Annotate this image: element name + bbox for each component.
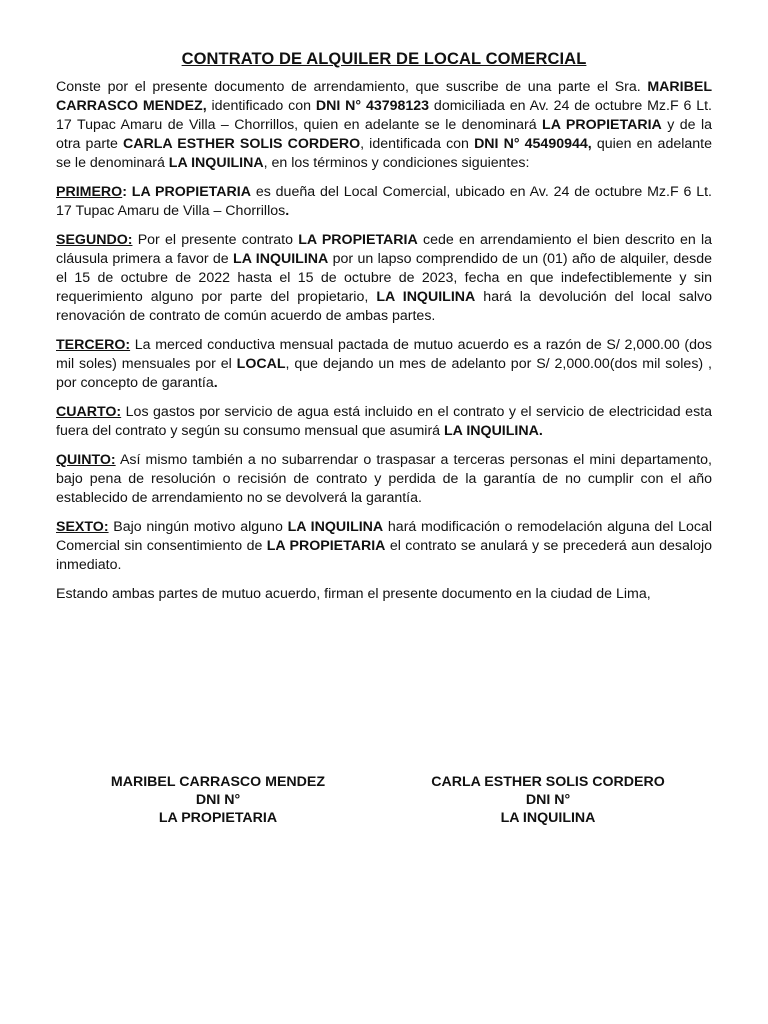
owner-role: LA PROPIETARIA <box>542 117 662 133</box>
clause-heading: PRIMERO <box>56 184 123 200</box>
clause-heading: QUINTO: <box>56 452 116 468</box>
signer-dni: DNI N° <box>525 792 571 808</box>
contract-document <box>56 50 712 614</box>
signer-role: LA PROPIETARIA <box>158 810 278 826</box>
clause-colon: : <box>122 184 127 200</box>
intro-text: Conste por el presente documento de arrendamiento, que suscribe de una parte el Sra. <box>56 79 648 95</box>
clause-heading: TERCERO: <box>56 337 131 353</box>
tenant-dni: DNI N° 45490944, <box>474 136 592 152</box>
clause-heading: SEGUNDO: <box>56 232 133 248</box>
signer-role: LA INQUILINA <box>500 810 596 826</box>
clause-text: es dueña del Local Comercial, ubicado en Av. 24 de octubre Mz.F 6 Lt. 17 Tupac Amaru de Villa – Chorrillos <box>56 184 712 219</box>
owner-dni: DNI N° 43798123 <box>315 98 430 114</box>
clause-text: Por el presente contrato <box>132 232 299 248</box>
owner-name: MARIBEL CARRASCO MENDEZ, <box>56 79 712 114</box>
signature-line: ____________________________________ <box>405 761 691 773</box>
clause-bold-text: . <box>213 375 218 391</box>
signer-dni: DNI N° <box>195 792 241 808</box>
tenant-name: CARLA ESTHER SOLIS CORDERO <box>123 136 361 152</box>
clause-cuarto <box>56 403 712 441</box>
clause-text: el contrato se anulará y se precederá aun desalojo inmediato. <box>56 538 713 573</box>
clause-bold-text: LA INQUILINA. <box>444 423 543 439</box>
signature-line: ____________________________________ <box>75 761 361 773</box>
signature-owner <box>68 761 368 827</box>
clause-text: Así mismo también a no subarrendar o traspasar a terceras personas el mini departamento, bajo pena de resolución o recisión de contrato y perdida de la garantía de no cumplir con el año establecido de arrendamiento no se devolverá la garantía. <box>56 452 712 506</box>
intro-text: domiciliada en Av. 24 de octubre Mz.F 6 Lt. 17 Tupac Amaru de Villa – Chorrillos, quien en adelante se le denominará <box>56 98 712 133</box>
clause-tercero <box>56 336 712 393</box>
clause-bold-text: LA PROPIETARIA <box>266 538 386 554</box>
intro-text: identificado con <box>206 98 316 114</box>
intro-text: , en los términos y condiciones siguientes: <box>263 155 530 171</box>
clause-heading: SEXTO: <box>56 519 109 535</box>
clause-text: Los gastos por servicio de agua está incluido en el contrato y el servicio de electricidad esta fuera del contrato y según su consumo mensual que asumirá <box>56 404 712 439</box>
clause-heading: CUARTO: <box>56 404 122 420</box>
clause-text: La merced conductiva mensual pactada de mutuo acuerdo es a razón de S/ 2,000.00 (dos mil soles) mensuales por el <box>56 337 712 372</box>
clause-text: cede en arrendamiento el bien descrito en la cláusula primera a favor de <box>56 232 712 267</box>
clause-bold-text: . <box>285 203 290 219</box>
clause-segundo <box>56 231 712 326</box>
closing-statement: Estando ambas partes de mutuo acuerdo, firman el presente documento en la ciudad de Lima, <box>56 586 651 602</box>
clause-text: por un lapso comprendido de un (01) año de alquiler, desde el 15 de octubre de 2022 hasta el 15 de octubre de 2023, fecha en que indefectiblemente y sin requerimiento alguno por parte del propietario, <box>56 251 712 305</box>
intro-paragraph <box>56 78 712 173</box>
clause-text: Bajo ningún motivo alguno <box>108 519 288 535</box>
clause-bold-text: LA INQUILINA <box>376 289 476 305</box>
intro-text: , identificada con <box>360 136 475 152</box>
clause-quinto <box>56 451 712 508</box>
clause-bold-text: LA INQUILINA <box>233 251 329 267</box>
signature-tenant <box>398 761 698 827</box>
intro-text: quien en adelante se le denominará <box>56 136 712 171</box>
clause-bold-text: LOCAL <box>236 356 286 372</box>
clause-bold-text: LA PROPIETARIA <box>298 232 418 248</box>
tenant-role: LA INQUILINA <box>168 155 264 171</box>
signer-name: CARLA ESTHER SOLIS CORDERO <box>431 774 665 790</box>
document-title: CONTRATO DE ALQUILER DE LOCAL COMERCIAL <box>181 50 587 68</box>
clause-primero <box>56 183 712 221</box>
signature-block <box>0 761 768 841</box>
clause-sexto <box>56 518 712 575</box>
clause-bold-text: LA PROPIETARIA <box>126 184 251 200</box>
clause-text: , que dejando un mes de adelanto por S/ 2,000.00(dos mil soles) , por concepto de garantía <box>56 356 712 391</box>
clause-text: hará la devolución del local salvo renovación de contrato de común acuerdo de ambas partes. <box>56 289 712 324</box>
clause-text: hará modificación o remodelación alguna del Local Comercial sin consentimiento de <box>56 519 712 554</box>
intro-text: y de la otra parte <box>56 117 712 152</box>
clause-bold-text: LA INQUILINA <box>287 519 384 535</box>
signer-name: MARIBEL CARRASCO MENDEZ <box>110 774 326 790</box>
